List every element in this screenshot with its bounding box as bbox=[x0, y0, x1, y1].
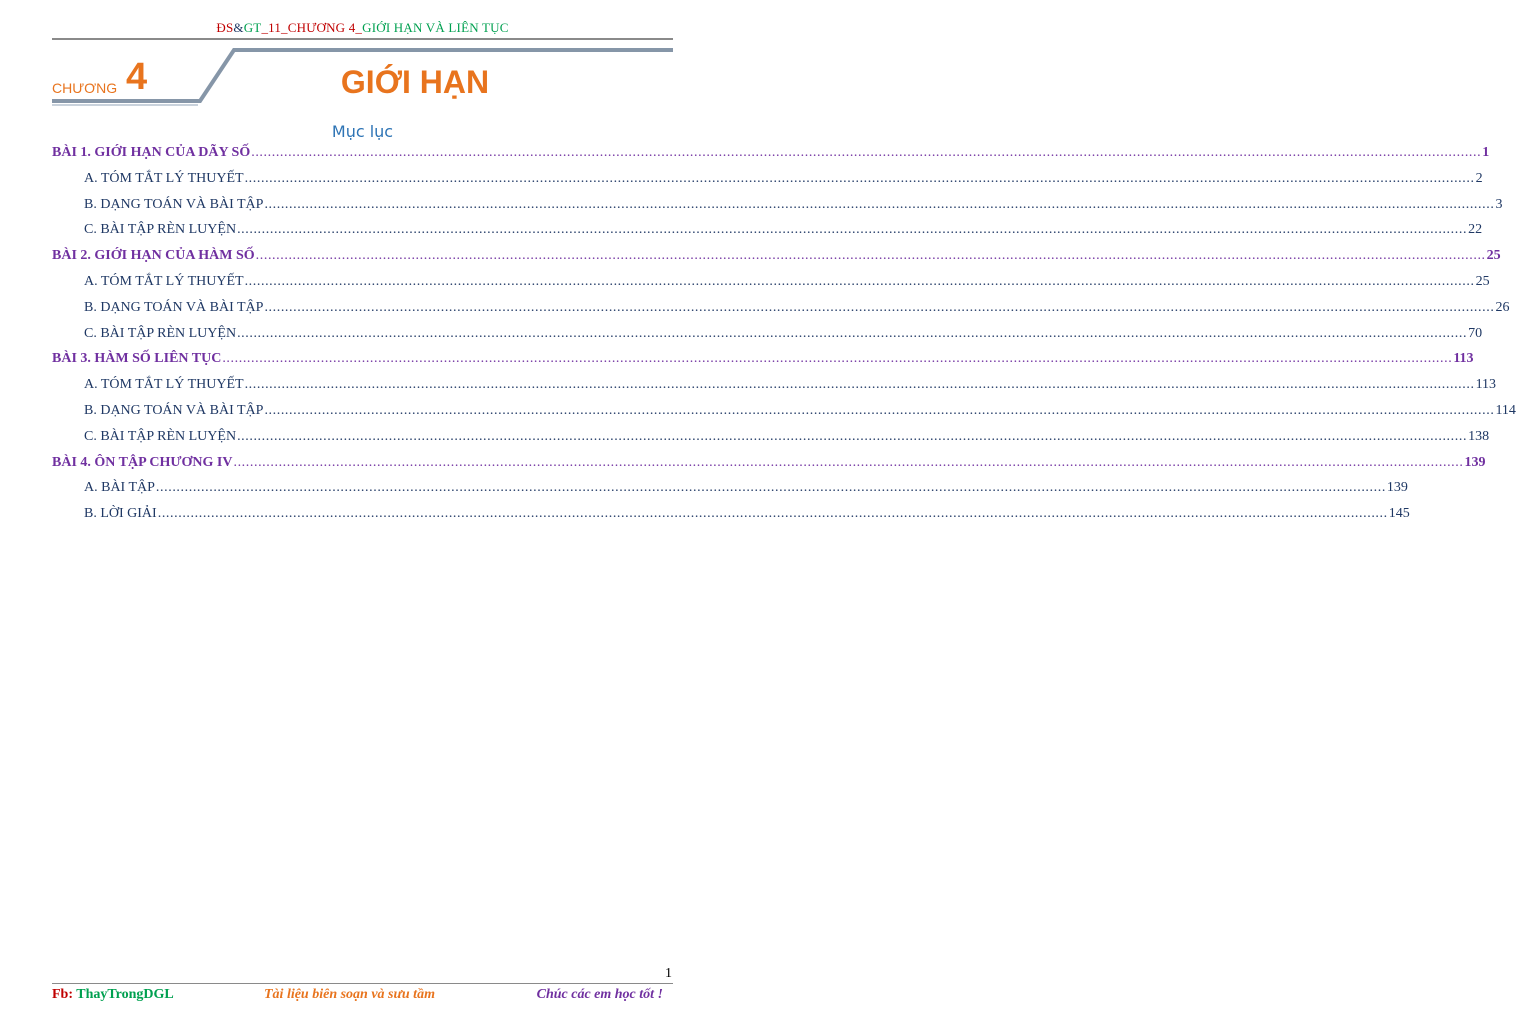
toc-entry-title: BÀI 3. HÀM SỐ LIÊN TỤC bbox=[52, 351, 222, 367]
header-rule bbox=[52, 38, 673, 40]
toc-entry-page: 113 bbox=[1453, 351, 1474, 367]
toc-entry[interactable] bbox=[52, 248, 1501, 274]
toc-entry-page: 25 bbox=[1475, 273, 1490, 289]
toc-entry-title: A. BÀI TẬP bbox=[84, 480, 155, 496]
toc-entry-title: BÀI 4. ÔN TẬP CHƯƠNG IV bbox=[52, 454, 233, 470]
toc-entry-title: B. LỜI GIẢI bbox=[84, 506, 157, 522]
toc-entry[interactable] bbox=[52, 454, 1486, 481]
toc-entry-title: BÀI 2. GIỚI HẠN CỦA HÀM SỐ bbox=[52, 248, 255, 264]
toc-entry-page: 113 bbox=[1475, 377, 1497, 393]
page-number: 1 bbox=[665, 966, 672, 981]
toc-dot-leader: ............................................................................................................................................................................................................................................................................................................ bbox=[222, 351, 1453, 367]
toc-dot-leader: ............................................................................................................................................................................................................................................................................................................ bbox=[244, 273, 1475, 289]
toc-entry-title: A. TÓM TẮT LÝ THUYẾT bbox=[84, 273, 244, 289]
toc-entry[interactable] bbox=[52, 506, 1410, 532]
toc-dot-leader: ............................................................................................................................................................................................................................................................................................................ bbox=[237, 325, 1468, 341]
toc-dot-leader: ............................................................................................................................................................................................................................................................................................................ bbox=[244, 170, 1475, 186]
footer-fb-label: Fb: bbox=[52, 987, 73, 1002]
toc-entry-page: 1 bbox=[1482, 145, 1490, 160]
chapter-title: GIỚI HẠN bbox=[340, 64, 490, 100]
toc-entry-page: 26 bbox=[1495, 299, 1510, 315]
toc-entry-page: 22 bbox=[1468, 222, 1483, 238]
toc-entry-page: 139 bbox=[1464, 454, 1486, 470]
toc-entry-title: C. BÀI TẬP RÈN LUYỆN bbox=[84, 222, 237, 238]
toc-entry-page: 2 bbox=[1475, 170, 1483, 186]
header-ds: ĐS bbox=[216, 20, 234, 35]
toc-entry-page: 25 bbox=[1486, 248, 1501, 264]
toc-entry[interactable] bbox=[52, 145, 1490, 171]
footer bbox=[52, 987, 673, 1005]
footer-middle-text: Tài liệu biên soạn và sưu tầm bbox=[264, 987, 435, 1002]
toc-entry-page: 138 bbox=[1468, 428, 1490, 444]
toc-entry[interactable] bbox=[52, 170, 1483, 197]
toc-dot-leader: ............................................................................................................................................................................................................................................................................................................ bbox=[233, 454, 1464, 470]
chapter-number: 4 bbox=[126, 56, 148, 98]
toc-entry-page: 139 bbox=[1386, 480, 1408, 496]
toc-dot-leader: ............................................................................................................................................................................................................................................................................................................ bbox=[244, 377, 1475, 393]
toc-dot-leader: ............................................................................................................................................................................................................................................................................................................ bbox=[251, 145, 1482, 160]
toc-entry-page: 145 bbox=[1388, 506, 1410, 522]
toc-dot-leader: ............................................................................................................................................................................................................................................................................................................ bbox=[237, 222, 1468, 238]
toc-entry[interactable] bbox=[52, 480, 1408, 506]
toc-entry[interactable] bbox=[52, 351, 1474, 377]
toc-entry-title: B. DẠNG TOÁN VÀ BÀI TẬP bbox=[84, 402, 264, 418]
toc-dot-leader: ............................................................................................................................................................................................................................................................................................................ bbox=[155, 480, 1386, 496]
toc-entry[interactable] bbox=[52, 222, 1483, 248]
running-header bbox=[0, 20, 725, 36]
toc-entry-page: 70 bbox=[1468, 325, 1483, 341]
toc-entry-page: 114 bbox=[1495, 402, 1516, 418]
toc-entry[interactable] bbox=[52, 273, 1490, 300]
toc-dot-leader: ............................................................................................................................................................................................................................................................................................................ bbox=[255, 248, 1486, 264]
toc-dot-leader: ............................................................................................................................................................................................................................................................................................................ bbox=[157, 506, 1388, 522]
toc-entry[interactable] bbox=[52, 428, 1490, 455]
footer-fb-name: ThayTrongDGL bbox=[76, 987, 174, 1002]
header-amp: & bbox=[233, 20, 244, 35]
toc-heading: Mục lục bbox=[331, 122, 394, 141]
toc-dot-leader: ............................................................................................................................................................................................................................................................................................................ bbox=[264, 402, 1495, 418]
header-topic: GIỚI HẠN VÀ LIÊN TỤC bbox=[362, 20, 509, 35]
toc-dot-leader: ............................................................................................................................................................................................................................................................................................................ bbox=[264, 299, 1495, 315]
footer-rule bbox=[52, 983, 673, 984]
toc-dot-leader: ............................................................................................................................................................................................................................................................................................................ bbox=[264, 196, 1495, 212]
footer-facebook bbox=[52, 987, 174, 1003]
header-chapter: _11_CHƯƠNG 4_ bbox=[261, 20, 363, 35]
toc-entry-title: C. BÀI TẬP RÈN LUYỆN bbox=[84, 325, 237, 341]
toc-entry[interactable] bbox=[52, 325, 1483, 352]
toc-entry[interactable] bbox=[52, 377, 1497, 403]
toc-entry-title: C. BÀI TẬP RÈN LUYỆN bbox=[84, 428, 237, 444]
header-gt: GT bbox=[243, 20, 262, 35]
toc-entry-title: B. DẠNG TOÁN VÀ BÀI TẬP bbox=[84, 299, 264, 315]
toc-entry-title: B. DẠNG TOÁN VÀ BÀI TẬP bbox=[84, 196, 264, 212]
toc-entry-title: A. TÓM TẮT LÝ THUYẾT bbox=[84, 377, 244, 393]
toc-entry-title: BÀI 1. GIỚI HẠN CỦA DÃY SỐ bbox=[52, 145, 251, 160]
toc-entry[interactable] bbox=[52, 196, 1503, 223]
toc-entry-title: A. TÓM TẮT LÝ THUYẾT bbox=[84, 170, 244, 186]
chapter-label: CHƯƠNG bbox=[52, 80, 118, 96]
toc-dot-leader: ............................................................................................................................................................................................................................................................................................................ bbox=[237, 428, 1468, 444]
toc-entry[interactable] bbox=[52, 402, 1516, 429]
table-of-contents bbox=[52, 145, 1516, 532]
toc-entry-page: 3 bbox=[1495, 196, 1503, 212]
toc-entry[interactable] bbox=[52, 299, 1510, 326]
footer-right-text: Chúc các em học tốt ! bbox=[536, 987, 663, 1002]
